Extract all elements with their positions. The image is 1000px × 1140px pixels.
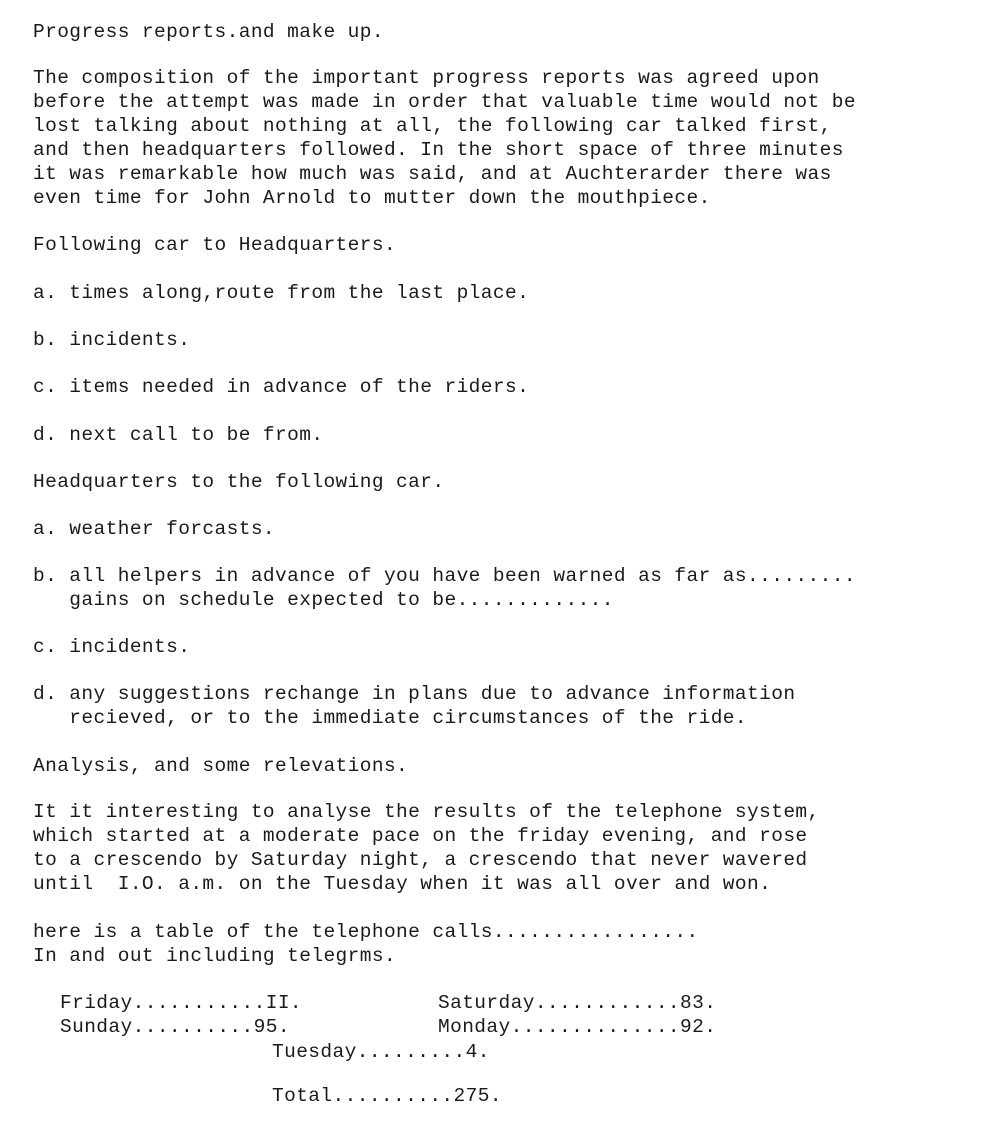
paragraph-line: to a crescendo by Saturday night, a crescendo that never wavered [33, 849, 808, 871]
section-heading-following-car: Following car to Headquarters. [33, 234, 397, 256]
paragraph-line: until I.O. a.m. on the Tuesday when it was all over and won. [33, 873, 772, 895]
calls-friday: Friday...........II. [60, 992, 303, 1014]
table-intro-line: here is a table of the telephone calls................. [33, 921, 699, 943]
paragraph-line: which started at a moderate pace on the friday evening, and rose [33, 825, 808, 847]
paragraph-line: It it interesting to analyse the results of the telephone system, [33, 801, 820, 823]
paragraph-line: lost talking about nothing at all, the following car talked first, [33, 115, 832, 137]
section-heading-progress: Progress reports.and make up. [33, 21, 384, 43]
list-item-continuation: gains on schedule expected to be............. [33, 589, 614, 611]
paragraph-line: before the attempt was made in order that valuable time would not be [33, 91, 856, 113]
section-heading-headquarters: Headquarters to the following car. [33, 471, 445, 493]
calls-sunday: Sunday..........95. [60, 1016, 290, 1038]
list-item: b. all helpers in advance of you have been warned as far as......... [33, 565, 856, 587]
paragraph-line: even time for John Arnold to mutter down the mouthpiece. [33, 187, 711, 209]
calls-tuesday: Tuesday.........4. [272, 1041, 490, 1063]
list-item: a. weather forcasts. [33, 518, 276, 540]
list-item: b. incidents. [33, 329, 191, 351]
list-item: c. items needed in advance of the riders. [33, 376, 530, 398]
section-heading-analysis: Analysis, and some relevations. [33, 755, 409, 777]
list-item: d. next call to be from. [33, 424, 324, 446]
table-intro-heading: In and out including telegrms. [33, 945, 397, 967]
paragraph-line: The composition of the important progress reports was agreed upon [33, 67, 820, 89]
paragraph-line: and then headquarters followed. In the short space of three minutes [33, 139, 844, 161]
calls-saturday: Saturday............83. [438, 992, 717, 1014]
paragraph-line: it was remarkable how much was said, and at Auchterarder there was [33, 163, 832, 185]
list-item: c. incidents. [33, 636, 191, 658]
list-item-continuation: recieved, or to the immediate circumstances of the ride. [33, 707, 748, 729]
list-item: d. any suggestions rechange in plans due to advance information [33, 683, 796, 705]
calls-total: Total..........275. [272, 1085, 502, 1107]
calls-monday: Monday..............92. [438, 1016, 717, 1038]
list-item: a. times along,route from the last place. [33, 282, 530, 304]
